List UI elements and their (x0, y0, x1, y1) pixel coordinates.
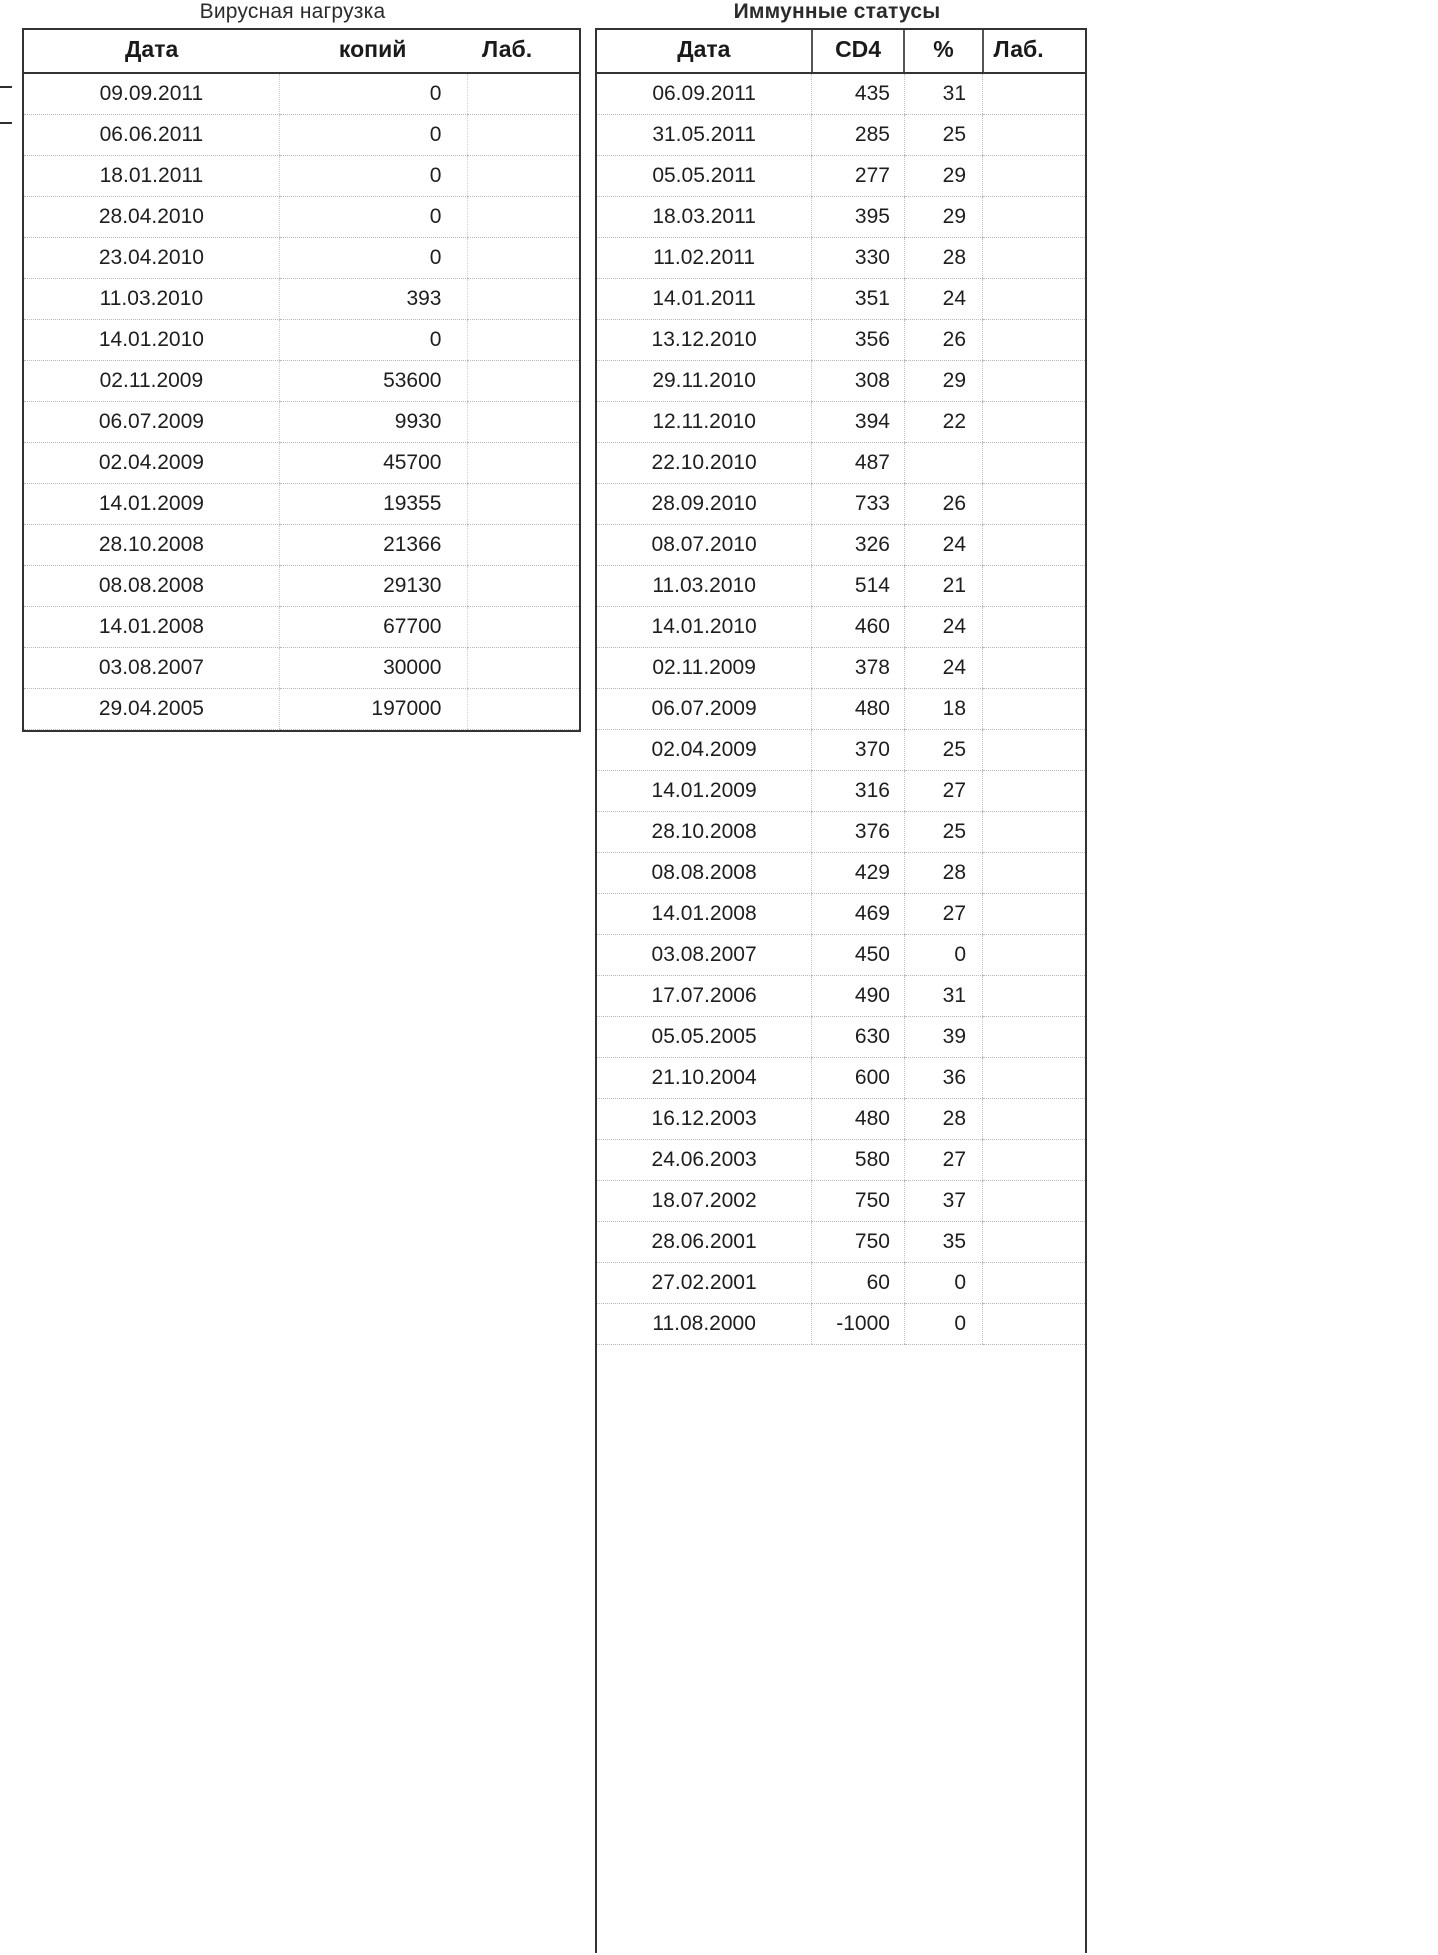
cell-copies: 29130 (279, 566, 468, 607)
table-row[interactable] (597, 607, 1085, 648)
table-row[interactable] (24, 443, 579, 484)
column-header-percent: % (904, 30, 982, 73)
column-header-lab: Лаб. (983, 30, 1085, 73)
cell-date: 11.03.2010 (597, 566, 812, 607)
cell-copies: 53600 (279, 361, 468, 402)
table-row[interactable] (597, 73, 1085, 115)
cell-cd4: 750 (812, 1181, 905, 1222)
cell-cd4: 600 (812, 1058, 905, 1099)
cell-lab (983, 976, 1085, 1017)
cell-percent: 26 (904, 320, 982, 361)
cell-date: 06.07.2009 (597, 689, 812, 730)
cell-cd4: 356 (812, 320, 905, 361)
cell-date: 05.05.2005 (597, 1017, 812, 1058)
cell-lab (983, 361, 1085, 402)
cell-cd4: 487 (812, 443, 905, 484)
cell-cd4: 316 (812, 771, 905, 812)
table-row[interactable] (24, 689, 579, 730)
cell-date: 03.08.2007 (597, 935, 812, 976)
cell-lab (468, 443, 579, 484)
cell-date: 14.01.2010 (24, 320, 279, 361)
cell-date: 11.03.2010 (24, 279, 279, 320)
table-row[interactable] (597, 279, 1085, 320)
cell-lab (468, 607, 579, 648)
cell-percent: 0 (904, 935, 982, 976)
table-row[interactable] (24, 115, 579, 156)
cell-lab (468, 238, 579, 279)
cell-cd4: -1000 (812, 1304, 905, 1345)
cell-date: 06.09.2011 (597, 73, 812, 115)
table-row[interactable] (597, 771, 1085, 812)
cell-copies: 0 (279, 115, 468, 156)
cell-lab (983, 1304, 1085, 1345)
cell-copies: 0 (279, 73, 468, 115)
cell-cd4: 514 (812, 566, 905, 607)
cell-copies: 0 (279, 320, 468, 361)
cell-lab (983, 1058, 1085, 1099)
table-row[interactable] (597, 1099, 1085, 1140)
column-header-date: Дата (24, 30, 279, 73)
immune-status-table-frame (595, 28, 1087, 1953)
cell-lab (983, 1222, 1085, 1263)
table-row[interactable] (597, 156, 1085, 197)
cell-lab (983, 279, 1085, 320)
table-row[interactable] (24, 607, 579, 648)
cell-cd4: 480 (812, 1099, 905, 1140)
cell-cd4: 277 (812, 156, 905, 197)
cell-lab (983, 1099, 1085, 1140)
cell-copies: 67700 (279, 607, 468, 648)
cell-date: 18.07.2002 (597, 1181, 812, 1222)
table-row[interactable] (597, 115, 1085, 156)
cell-cd4: 580 (812, 1140, 905, 1181)
cell-percent: 28 (904, 1099, 982, 1140)
cell-percent: 29 (904, 197, 982, 238)
table-row[interactable] (597, 566, 1085, 607)
cell-date: 14.01.2010 (597, 607, 812, 648)
cell-lab (983, 1017, 1085, 1058)
cell-lab (983, 484, 1085, 525)
table-row[interactable] (597, 361, 1085, 402)
cell-date: 02.04.2009 (24, 443, 279, 484)
cell-date: 13.12.2010 (597, 320, 812, 361)
cell-copies: 45700 (279, 443, 468, 484)
cell-cd4: 733 (812, 484, 905, 525)
cell-lab (983, 771, 1085, 812)
cell-percent: 24 (904, 607, 982, 648)
table-row[interactable] (597, 1304, 1085, 1345)
cell-date: 28.10.2008 (24, 525, 279, 566)
table-row[interactable] (24, 484, 579, 525)
cell-date: 28.10.2008 (597, 812, 812, 853)
cell-date: 14.01.2011 (597, 279, 812, 320)
cell-cd4: 60 (812, 1263, 905, 1304)
cell-date: 21.10.2004 (597, 1058, 812, 1099)
cell-copies: 9930 (279, 402, 468, 443)
cell-lab (983, 1181, 1085, 1222)
cell-date: 24.06.2003 (597, 1140, 812, 1181)
table-row[interactable] (24, 156, 579, 197)
column-header-lab: Лаб. (468, 30, 579, 73)
table-row[interactable] (597, 197, 1085, 238)
cell-cd4: 630 (812, 1017, 905, 1058)
cell-lab (983, 73, 1085, 115)
cell-cd4: 378 (812, 648, 905, 689)
table-row[interactable] (597, 484, 1085, 525)
cell-lab (983, 525, 1085, 566)
cell-lab (468, 484, 579, 525)
cell-date: 28.04.2010 (24, 197, 279, 238)
table-row[interactable] (597, 689, 1085, 730)
viral-load-panel (0, 0, 585, 732)
cell-date: 02.11.2009 (597, 648, 812, 689)
cell-date: 06.07.2009 (24, 402, 279, 443)
viral-load-table (24, 30, 579, 730)
cell-date: 08.07.2010 (597, 525, 812, 566)
table-row[interactable] (597, 1263, 1085, 1304)
cell-date: 14.01.2009 (597, 771, 812, 812)
cell-lab (983, 238, 1085, 279)
cell-lab (468, 115, 579, 156)
column-header-copies: копий (279, 30, 468, 73)
table-row[interactable] (597, 1181, 1085, 1222)
table-row[interactable] (24, 402, 579, 443)
cell-lab (983, 566, 1085, 607)
cell-copies: 0 (279, 156, 468, 197)
immune-status-table (597, 30, 1085, 1345)
cell-cd4: 351 (812, 279, 905, 320)
cell-date: 31.05.2011 (597, 115, 812, 156)
cell-lab (468, 197, 579, 238)
cell-lab (983, 607, 1085, 648)
cell-cd4: 490 (812, 976, 905, 1017)
cell-date: 05.05.2011 (597, 156, 812, 197)
table-row[interactable] (24, 566, 579, 607)
cell-lab (983, 935, 1085, 976)
cell-percent: 36 (904, 1058, 982, 1099)
table-row[interactable] (24, 197, 579, 238)
cell-date: 29.04.2005 (24, 689, 279, 730)
cell-lab (983, 689, 1085, 730)
table-row[interactable] (597, 525, 1085, 566)
cell-percent: 28 (904, 853, 982, 894)
cell-percent: 25 (904, 730, 982, 771)
cell-lab (468, 279, 579, 320)
cell-percent: 28 (904, 238, 982, 279)
cell-cd4: 376 (812, 812, 905, 853)
cell-lab (468, 320, 579, 361)
cell-percent: 35 (904, 1222, 982, 1263)
table-row[interactable] (597, 443, 1085, 484)
cell-percent: 39 (904, 1017, 982, 1058)
cell-lab (983, 197, 1085, 238)
table-row[interactable] (597, 402, 1085, 443)
cell-date: 29.11.2010 (597, 361, 812, 402)
cell-cd4: 469 (812, 894, 905, 935)
table-row[interactable] (597, 648, 1085, 689)
viral-load-title: Вирусная нагрузка (199, 0, 386, 23)
cell-date: 03.08.2007 (24, 648, 279, 689)
cell-date: 08.08.2008 (24, 566, 279, 607)
cell-lab (983, 1263, 1085, 1304)
cell-date: 28.09.2010 (597, 484, 812, 525)
cell-percent: 24 (904, 279, 982, 320)
cell-cd4: 308 (812, 361, 905, 402)
cell-date: 14.01.2009 (24, 484, 279, 525)
viral-load-table-body (24, 73, 579, 730)
table-row[interactable] (597, 935, 1085, 976)
cell-lab (983, 115, 1085, 156)
cell-percent: 18 (904, 689, 982, 730)
cell-copies: 30000 (279, 648, 468, 689)
cell-date: 22.10.2010 (597, 443, 812, 484)
cell-lab (468, 156, 579, 197)
table-row[interactable] (597, 812, 1085, 853)
cell-cd4: 460 (812, 607, 905, 648)
cell-date: 18.03.2011 (597, 197, 812, 238)
table-row[interactable] (597, 730, 1085, 771)
viral-load-table-frame (22, 28, 581, 732)
cell-date: 27.02.2001 (597, 1263, 812, 1304)
cell-date: 11.02.2011 (597, 238, 812, 279)
cell-date: 28.06.2001 (597, 1222, 812, 1263)
cell-percent: 27 (904, 1140, 982, 1181)
cell-percent: 37 (904, 1181, 982, 1222)
cell-percent: 31 (904, 73, 982, 115)
cell-lab (983, 156, 1085, 197)
table-row[interactable] (24, 73, 579, 115)
cell-percent: 0 (904, 1263, 982, 1304)
cell-lab (468, 73, 579, 115)
cell-date: 17.07.2006 (597, 976, 812, 1017)
cell-lab (468, 689, 579, 730)
cell-date: 02.04.2009 (597, 730, 812, 771)
cell-percent: 22 (904, 402, 982, 443)
cell-cd4: 435 (812, 73, 905, 115)
cell-lab (468, 566, 579, 607)
cell-cd4: 394 (812, 402, 905, 443)
cell-copies: 19355 (279, 484, 468, 525)
cell-copies: 21366 (279, 525, 468, 566)
table-row[interactable] (24, 320, 579, 361)
cell-cd4: 370 (812, 730, 905, 771)
cell-copies: 0 (279, 238, 468, 279)
cell-date: 11.08.2000 (597, 1304, 812, 1345)
table-row[interactable] (24, 361, 579, 402)
cell-lab (983, 853, 1085, 894)
cell-date: 08.08.2008 (597, 853, 812, 894)
cell-date: 14.01.2008 (24, 607, 279, 648)
cell-date: 02.11.2009 (24, 361, 279, 402)
cell-cd4: 285 (812, 115, 905, 156)
cell-lab (468, 648, 579, 689)
cell-date: 09.09.2011 (24, 73, 279, 115)
cell-lab (983, 1140, 1085, 1181)
cell-lab (983, 320, 1085, 361)
column-header-cd4: CD4 (812, 30, 905, 73)
cell-cd4: 480 (812, 689, 905, 730)
cell-date: 23.04.2010 (24, 238, 279, 279)
viral-load-table-head (24, 30, 579, 73)
cell-date: 16.12.2003 (597, 1099, 812, 1140)
table-row[interactable] (597, 1017, 1085, 1058)
immune-status-title: Иммунные статусы (733, 0, 941, 23)
table-row[interactable] (597, 1222, 1085, 1263)
cell-date: 12.11.2010 (597, 402, 812, 443)
cell-percent (904, 443, 982, 484)
immune-status-panel (587, 0, 1087, 1953)
table-row[interactable] (597, 894, 1085, 935)
cell-percent: 25 (904, 115, 982, 156)
table-row[interactable] (24, 525, 579, 566)
cell-lab (983, 402, 1085, 443)
cell-cd4: 326 (812, 525, 905, 566)
table-row[interactable] (597, 1058, 1085, 1099)
cell-cd4: 750 (812, 1222, 905, 1263)
cell-percent: 26 (904, 484, 982, 525)
cell-percent: 29 (904, 156, 982, 197)
table-row[interactable] (597, 238, 1085, 279)
cell-percent: 24 (904, 648, 982, 689)
cell-copies: 197000 (279, 689, 468, 730)
table-row[interactable] (24, 238, 579, 279)
cell-cd4: 330 (812, 238, 905, 279)
table-row[interactable] (597, 320, 1085, 361)
cell-lab (468, 402, 579, 443)
cell-percent: 29 (904, 361, 982, 402)
cell-cd4: 429 (812, 853, 905, 894)
table-row[interactable] (597, 976, 1085, 1017)
table-row[interactable] (597, 853, 1085, 894)
cell-cd4: 395 (812, 197, 905, 238)
cell-percent: 27 (904, 771, 982, 812)
cell-percent: 24 (904, 525, 982, 566)
cell-date: 06.06.2011 (24, 115, 279, 156)
cell-lab (468, 361, 579, 402)
cell-percent: 21 (904, 566, 982, 607)
cell-percent: 0 (904, 1304, 982, 1345)
table-header-row (24, 30, 579, 73)
cell-percent: 27 (904, 894, 982, 935)
cell-lab (468, 525, 579, 566)
table-row[interactable] (24, 648, 579, 689)
cell-lab (983, 443, 1085, 484)
immune-status-table-head (597, 30, 1085, 73)
table-header-row (597, 30, 1085, 73)
column-header-date: Дата (597, 30, 812, 73)
cell-lab (983, 894, 1085, 935)
cell-date: 18.01.2011 (24, 156, 279, 197)
cell-lab (983, 648, 1085, 689)
table-row[interactable] (597, 1140, 1085, 1181)
cell-cd4: 450 (812, 935, 905, 976)
cell-copies: 0 (279, 197, 468, 238)
cell-percent: 25 (904, 812, 982, 853)
cell-lab (983, 730, 1085, 771)
cell-percent: 31 (904, 976, 982, 1017)
immune-status-table-body (597, 73, 1085, 1345)
table-row[interactable] (24, 279, 579, 320)
cell-date: 14.01.2008 (597, 894, 812, 935)
cell-lab (983, 812, 1085, 853)
cell-copies: 393 (279, 279, 468, 320)
